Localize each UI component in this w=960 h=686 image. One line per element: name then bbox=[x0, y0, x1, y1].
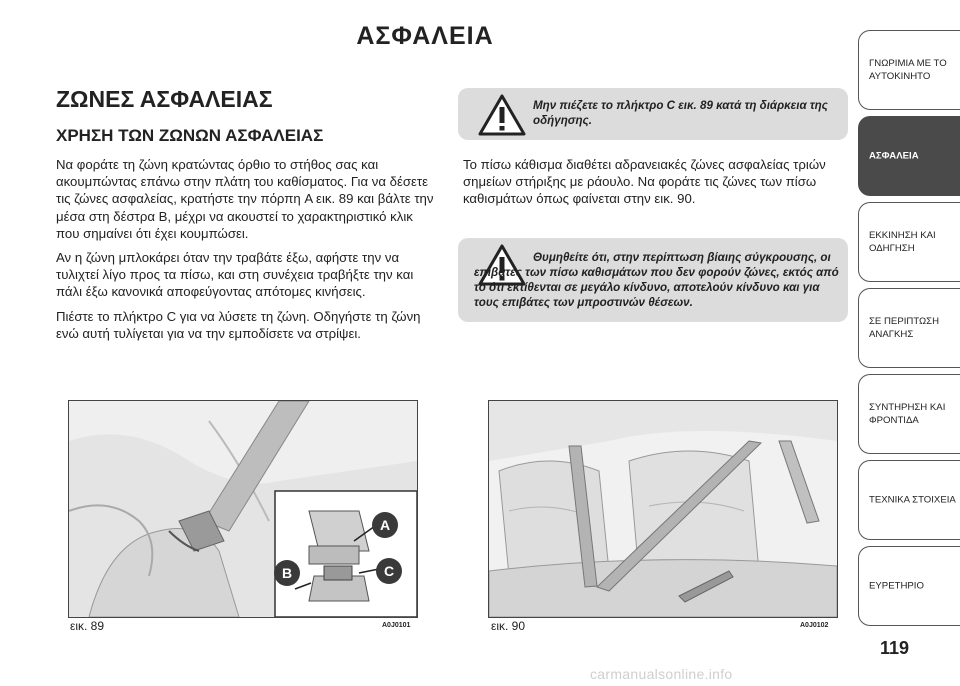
callout-label: A bbox=[379, 517, 391, 533]
right-column-body bbox=[463, 156, 848, 215]
tab-label: ΓΝΩΡΙΜΙΑ ΜΕ ΤΟ ΑΥΤΟΚΙΝΗΤΟ bbox=[869, 58, 947, 82]
warning-triangle-icon bbox=[478, 94, 526, 136]
tab-label: ΤΕΧΝΙΚΑ ΣΤΟΙΧΕΙΑ bbox=[869, 494, 956, 506]
callout-label: C bbox=[383, 563, 395, 579]
figure-rear-seatbelts bbox=[488, 400, 838, 618]
body-paragraph: Το πίσω κάθισμα διαθέτει αδρανειακές ζώνες ασφαλείας τριών σημείων στήριξης με ράουλο. Να φοράτε τις ζώνες των πίσω καθισμάτων όπως φαίνεται στην εικ. 90. bbox=[463, 157, 826, 207]
warning-text: Μην πιέζετε το πλήκτρο C εικ. 89 κατά τη διάρκεια της οδήγησης. bbox=[533, 99, 828, 127]
seatbelt-buckle-illustration bbox=[69, 401, 417, 617]
page-number: 119 bbox=[880, 638, 910, 658]
tab-label: ΣΕ ΠΕΡΙΠΤΩΣΗ ΑΝΑΓΚΗΣ bbox=[869, 316, 940, 340]
tab-safety[interactable] bbox=[858, 116, 960, 196]
body-paragraph: Να φοράτε τη ζώνη κρατώντας όρθιο το στήθος σας και ακουμπώντας επάνω στην πλάτη του καθίσματος. Για να δέσετε τις ζώνες ασφαλείας, κρατήστε την πόρπη A εικ. 89 και βάλτε την μέσα στη δέστρα B, μέχρι να ακουστεί το χαρακτηριστικό κλικ που σημαίνει ότι έχει κουμπώσει. bbox=[56, 157, 434, 241]
figure-seatbelt-buckle bbox=[68, 400, 418, 618]
tab-emergency[interactable] bbox=[858, 288, 960, 368]
tab-label: ΣΥΝΤΗΡΗΣΗ ΚΑΙ ΦΡΟΝΤΙΔΑ bbox=[869, 402, 946, 426]
warning-text: Θυμηθείτε ότι, στην περίπτωση βίαιης σύγκρουσης, οι επιβάτες των πίσω καθισμάτων που δεν φορούν ζώνες, εκτός από το ότι εκτίθενται σε μεγάλο κίνδυνο, αποτελούν κίνδυνο και για τους επιβάτες των μπροστινών θέσεων. bbox=[474, 251, 839, 309]
body-paragraph: Πιέστε το πλήκτρο C για να λύσετε τη ζώνη. Οδηγήστε τη ζώνη ενώ αυτή τυλίγεται για να την εμποδίσετε να στρίψει. bbox=[56, 308, 421, 341]
figure-code: A0J0101 bbox=[382, 622, 411, 629]
page-title: ΑΣΦΑΛΕΙΑ bbox=[356, 22, 494, 50]
figure-code: A0J0102 bbox=[800, 622, 829, 629]
tab-label: ΕΥΡΕΤΗΡΙΟ bbox=[869, 580, 924, 592]
tab-technical-data[interactable] bbox=[858, 460, 960, 540]
body-paragraph: Αν η ζώνη μπλοκάρει όταν την τραβάτε έξω, αφήστε την να τυλιχτεί λίγο προς τα πίσω, και στη συνέχεια τραβήξτε την και πάλι έξω κανονικά αποφεύγοντας απότομες κινήσεις. bbox=[56, 250, 414, 300]
tab-starting-and-driving[interactable] bbox=[858, 202, 960, 282]
warning-box bbox=[458, 238, 848, 322]
tab-getting-to-know-car[interactable] bbox=[858, 30, 960, 110]
figure-caption: εικ. 89 bbox=[70, 619, 105, 633]
callout-label: B bbox=[281, 565, 293, 581]
left-column-body bbox=[56, 156, 438, 349]
tab-label: ΑΣΦΑΛΕΙΑ bbox=[869, 150, 919, 162]
tab-index[interactable] bbox=[858, 546, 960, 626]
tab-label: ΕΚΚΙΝΗΣΗ ΚΑΙ ΟΔΗΓΗΣΗ bbox=[869, 230, 936, 254]
rear-seat-illustration bbox=[489, 401, 837, 617]
section-subheading: ΧΡΗΣΗ ΤΩΝ ΖΩΝΩΝ ΑΣΦΑΛΕΙΑΣ bbox=[56, 126, 324, 145]
watermark: carmanualsonline.info bbox=[590, 666, 733, 682]
warning-box bbox=[458, 88, 848, 140]
tab-maintenance-and-care[interactable] bbox=[858, 374, 960, 454]
figure-caption: εικ. 90 bbox=[491, 619, 526, 633]
section-heading: ΖΩΝΕΣ ΑΣΦΑΛΕΙΑΣ bbox=[56, 86, 273, 112]
